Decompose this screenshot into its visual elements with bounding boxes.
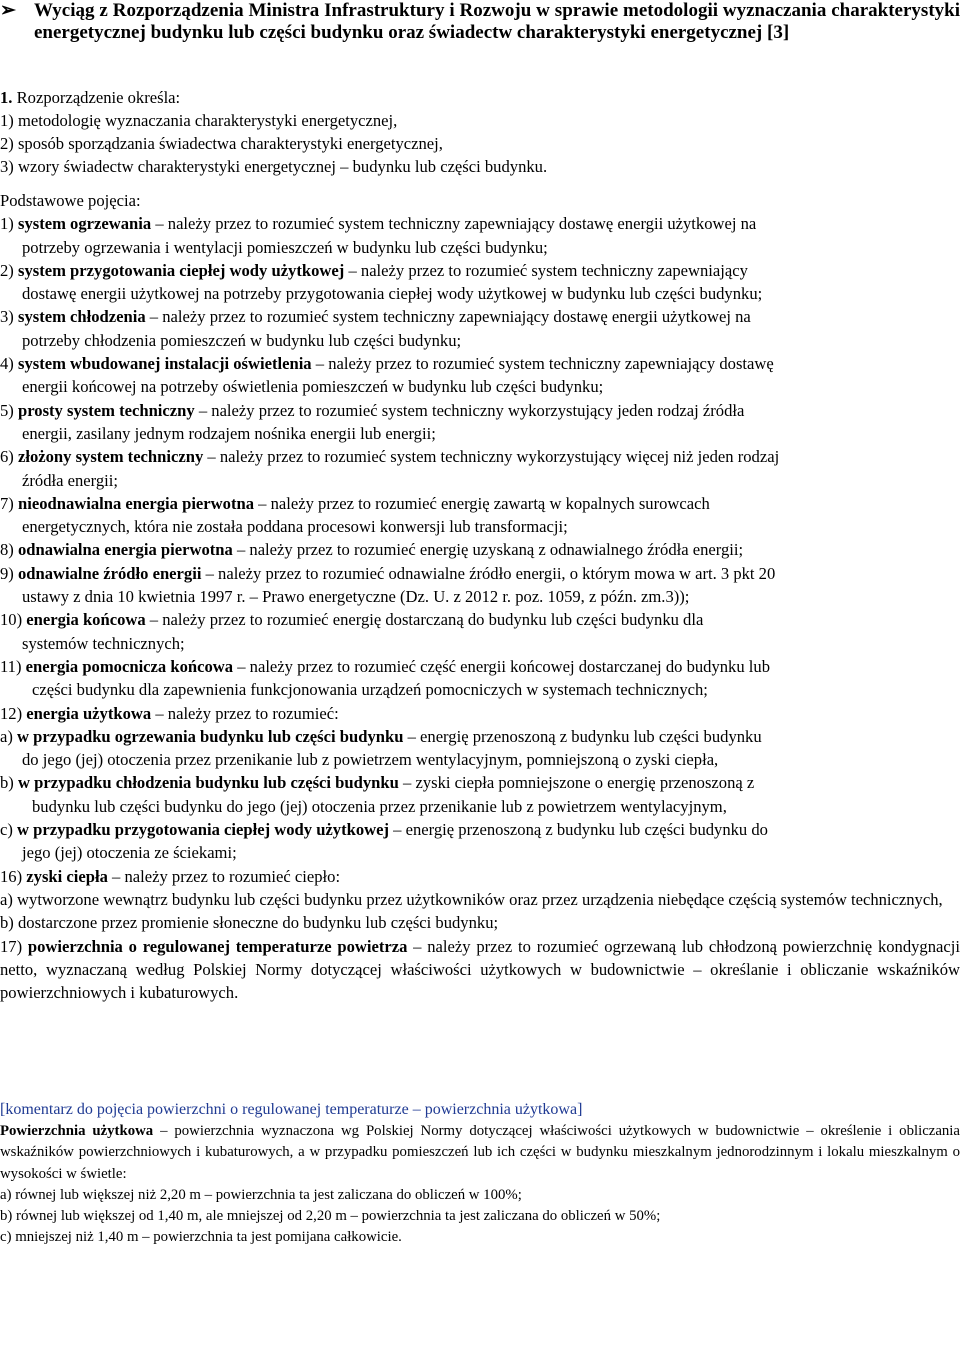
definition-item: 4) system wbudowanej instalacji oświetlenia – należy przez to rozumieć system techniczny zapewniający dostawę — [0, 354, 774, 374]
definition-item: 10) energia końcowa – należy przez to rozumieć energię dostarczaną do budynku lub części budynku dla — [0, 610, 704, 630]
definition-item: 16) zyski ciepła – należy przez to rozumieć ciepło: — [0, 866, 341, 886]
definition-item: 17) powierzchnia o regulowanej temperaturze powietrza – należy przez to rozumieć ogrzewaną lub chłodzoną powierzchnię kondygnacji netto, wyznaczaną według Polskiej Normy dotyczącej właściwości użytkowych w budownictwie – określanie i obliczanie wskaźników powierzchniowych i kubaturowych. — [0, 936, 960, 1003]
definition-item: 7) nieodnawialna energia pierwotna – należy przez to rozumieć energię zawartą w kopalnych surowcach — [0, 493, 710, 513]
definition-subitem: c) w przypadku przygotowania ciepłej wody użytkowej – energię przenoszoną z budynku lub części budynku do — [0, 820, 768, 840]
heading-text: Wyciąg z Rozporządzenia Ministra Infrastruktury i Rozwoju w sprawie metodologii wyznaczania charakterystyki energetycznej budynku lub części budynku oraz świadectw charakterystyki energetycznej [3] — [34, 0, 960, 43]
definition-cont: systemów technicznych; — [22, 633, 185, 653]
definition-item: 6) złożony system techniczny – należy przez to rozumieć system techniczny wykorzystujący więcej niż jeden rodzaj — [0, 447, 780, 467]
definition-subitem: a) wytworzone wewnątrz budynku lub części budynku przez użytkowników oraz przez urządzenia niebędące częścią systemów technicznych, — [0, 889, 943, 909]
arrow-bullet-icon: ➢ — [0, 0, 16, 21]
intro-item: 1) metodologię wyznaczania charakterystyki energetycznej, — [0, 111, 398, 130]
intro-lead: 1. Rozporządzenie określa: — [0, 88, 181, 107]
section-heading — [0, 0, 960, 44]
definition-cont: części budynku dla zapewnienia funkcjonowania urządzeń pomocniczych w systemach technicznych; — [32, 680, 708, 700]
definition-item: 5) prosty system techniczny – należy przez to rozumieć system techniczny wykorzystujący jeden rodzaj źródła — [0, 400, 745, 420]
definition-cont: energetycznych, która nie została poddana procesowi konwersji lub transformacji; — [22, 517, 568, 537]
comment-item: b) równej lub większej od 1,40 m, ale mniejszej od 2,20 m – powierzchnia ta jest zaliczana do obliczeń w 50%; — [0, 1208, 661, 1225]
definitions-block — [0, 189, 960, 1004]
definition-cont: potrzeby ogrzewania i wentylacji pomieszczeń w budynku lub części budynku; — [22, 237, 548, 257]
definitions-label: Podstawowe pojęcia: — [0, 191, 141, 210]
comment-paragraph: Powierzchnia użytkowa – powierzchnia wyznaczona wg Polskiej Normy dotyczącej właściwości użytkowych w budownictwie – określenie i obliczania wskaźników powierzchniowych i kubaturowych, a w przypadku pomieszczeń lub ich części w budynku mieszkalnym jednorodzinnym i lokalu mieszkalnym o wysokości w świetle: — [0, 1123, 960, 1182]
definition-cont: dostawę energii użytkowej na potrzeby przygotowania ciepłej wody użytkowej w budynku lub części budynku; — [22, 284, 763, 304]
definition-item: 3) system chłodzenia – należy przez to rozumieć system techniczny zapewniający dostawę energii użytkowej na — [0, 307, 751, 327]
comment-block — [0, 1121, 960, 1249]
definition-cont: budynku lub części budynku do jego (jej) otoczenia przez przenikanie lub z powietrzem wentylacyjnym, — [32, 796, 727, 816]
definition-item: 11) energia pomocnicza końcowa – należy przez to rozumieć część energii końcowej dostarczanej do budynku lub — [0, 656, 770, 676]
definition-cont: ustawy z dnia 10 kwietnia 1997 r. – Prawo energetyczne (Dz. U. z 2012 r. poz. 1059, z późn. zm.3)); — [22, 587, 690, 607]
definition-item: 12) energia użytkowa – należy przez to rozumieć: — [0, 703, 339, 723]
definition-item: 2) system przygotowania ciepłej wody użytkowej – należy przez to rozumieć system techniczny zapewniający — [0, 260, 748, 280]
definition-item: 8) odnawialna energia pierwotna – należy przez to rozumieć energię uzyskaną z odnawialnego źródła energii; — [0, 540, 744, 560]
definition-subitem: b) dostarczone przez promienie słoneczne do budynku lub części budynku; — [0, 913, 499, 933]
definition-cont: jego (jej) otoczenia ze ściekami; — [22, 843, 237, 863]
definition-cont: potrzeby chłodzenia pomieszczeń w budynku lub części budynku; — [22, 330, 462, 350]
intro-item: 3) wzory świadectw charakterystyki energetycznej – budynku lub części budynku. — [0, 157, 548, 176]
definition-cont: źródła energii; — [22, 470, 118, 490]
definition-item: 1) system ogrzewania – należy przez to rozumieć system techniczny zapewniający dostawę energii użytkowej na — [0, 214, 757, 234]
definition-subitem: b) w przypadku chłodzenia budynku lub części budynku – zyski ciepła pomniejszone o energię przenoszoną z — [0, 773, 755, 793]
definition-item: 9) odnawialne źródło energii – należy przez to rozumieć odnawialne źródło energii, o którym mowa w art. 3 pkt 20 — [0, 563, 776, 583]
definition-subitem: a) w przypadku ogrzewania budynku lub części budynku – energię przenoszoną z budynku lub części budynku — [0, 726, 762, 746]
definition-cont: energii, zasilany jednym rodzajem nośnika energii lub energii; — [22, 423, 436, 443]
comment-item: c) mniejszej niż 1,40 m – powierzchnia ta jest pomijana całkowicie. — [0, 1229, 402, 1246]
definition-cont: do jego (jej) otoczenia przez przenikanie lub z powietrzem wentylacyjnym, pomniejszoną o zyski ciepła, — [22, 750, 719, 770]
intro-item: 2) sposób sporządzania świadectwa charakterystyki energetycznej, — [0, 134, 443, 153]
comment-heading: [komentarz do pojęcia powierzchni o regulowanej temperaturze – powierzchnia użytkowa] — [0, 1101, 583, 1118]
comment-item: a) równej lub większej niż 2,20 m – powierzchnia ta jest zaliczana do obliczeń w 100%; — [0, 1186, 522, 1203]
intro-block — [0, 86, 960, 178]
definition-cont: energii końcowej na potrzeby oświetlenia pomieszczeń w budynku lub części budynku; — [22, 377, 604, 397]
